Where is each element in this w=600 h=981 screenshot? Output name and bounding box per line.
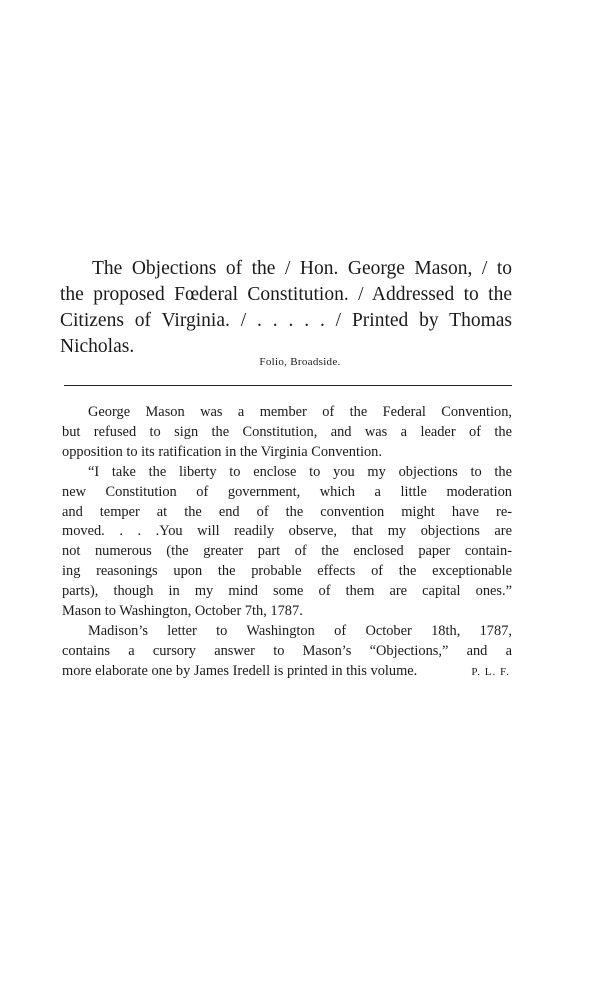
body-line-14: more elaborate one by James Iredell is printed in this volume. [62, 662, 418, 679]
body-line-11: Mason to Washington, October 7th, 1787. [62, 603, 303, 620]
body-line-5: new Constitution of government, which a little moderation [62, 483, 512, 500]
body-line-4: “I take the liberty to enclose to you my objections to the [88, 463, 512, 480]
body-line-1: George Mason was a member of the Federal Convention, [88, 404, 512, 420]
body-line-8: not numerous (the greater part of the enclosed paper contain- [62, 543, 512, 560]
horizontal-rule [64, 385, 512, 386]
title-line-1: The Objections of the / Hon. George Mason, / to [92, 258, 512, 279]
body-line-7: moved. . . .You will readily observe, that my objections are [62, 523, 512, 540]
body-line-9: ing reasonings upon the probable effects of the exceptionable [62, 563, 512, 580]
title-line-3: Citizens of Virginia. / . . . . . / Printed by Thomas [60, 310, 512, 331]
body-text [62, 403, 512, 682]
title-block [60, 256, 512, 360]
format-note: Folio, Broadside. [259, 356, 341, 368]
title-line-2: the proposed Fœderal Constitution. / Addressed to the [60, 284, 512, 305]
title-line-4: Nicholas. [60, 336, 135, 357]
body-line-10: parts), though in my mind some of them are capital ones.” [62, 583, 512, 600]
author-initials: P. L. F. [471, 666, 510, 678]
body-line-3: opposition to its ratification in the Virginia Convention. [62, 443, 382, 460]
body-line-6: and temper at the end of the convention might have re- [62, 503, 512, 520]
body-line-12: Madison’s letter to Washington of October 18th, 1787, [88, 622, 512, 639]
body-line-13: contains a cursory answer to Mason’s “Objections,” and a [62, 642, 512, 659]
body-line-2: but refused to sign the Constitution, and was a leader of the [62, 423, 512, 440]
